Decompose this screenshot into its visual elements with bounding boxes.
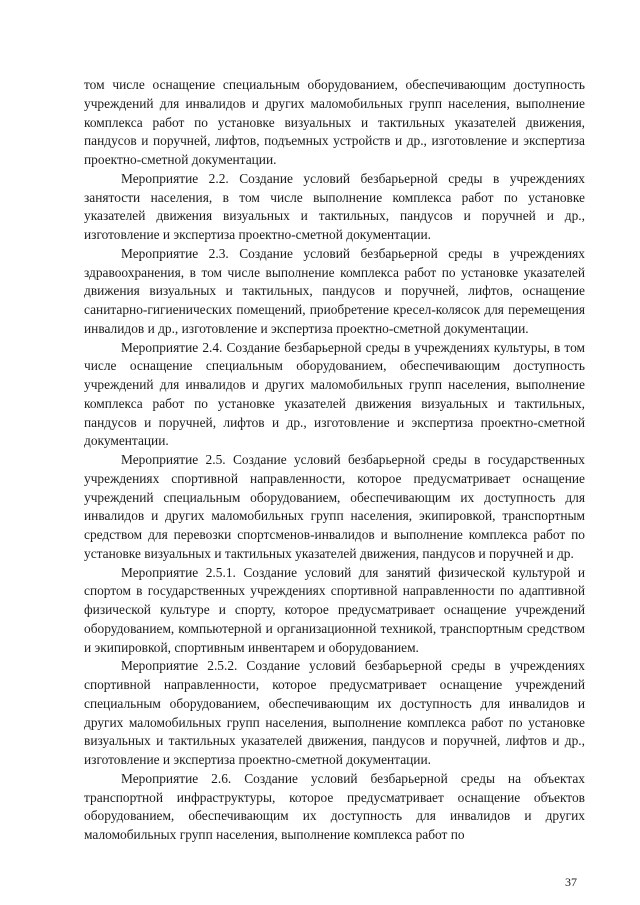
page-number: 37 <box>565 875 577 889</box>
paragraph-measure-2-5: Мероприятие 2.5. Создание условий безбарьерной среды в государственных учреждениях спортивной направленности, которое предусматривает оснащение учреждений специальным оборудованием, обеспечивающим их доступность для инвалидов и других маломобильных групп населения, экипировкой, транспортным средством для перевозки спортсменов-инвалидов и выполнение комплекса работ по установке визуальных и тактильных указателей движения, пандусов и поручней и др. <box>84 452 585 561</box>
paragraph-measure-2-2: Мероприятие 2.2. Создание условий безбарьерной среды в учреждениях занятости населения, в том числе выполнение комплекса работ по установке указателей движения визуальных и тактильных, пандусов и поручней и др., изготовление и экспертиза проектно-сметной документации. <box>84 170 585 242</box>
paragraph-measure-2-5-1: Мероприятие 2.5.1. Создание условий для занятий физической культурой и спортом в государственных учреждениях спортивной направленности по адаптивной физической культуре и спорту, которое предусматривает оснащение учреждений оборудованием, компьютерной и организационной техникой, транспортным средством и экипировкой, спортивным инвентарем и оборудованием. <box>84 564 585 655</box>
document-body <box>84 76 585 845</box>
paragraph-measure-2-3: Мероприятие 2.3. Создание условий безбарьерной среды в учреждениях здравоохранения, в том числе выполнение комплекса работ по установке указателей движения визуальных и тактильных, пандусов и поручней, лифтов, оснащение санитарно-гигиенических помещений, приобретение кресел-колясок для перемещения инвалидов и др., изготовление и экспертиза проектно-сметной документации. <box>84 245 585 336</box>
paragraph-measure-2-4: Мероприятие 2.4. Создание безбарьерной среды в учреждениях культуры, в том числе оснащение специальным оборудованием, обеспечивающим доступность учреждений для инвалидов и других маломобильных групп населения, выполнение комплекса работ по установке указателей движения визуальных и тактильных, пандусов и поручней, лифтов и др., изготовление и экспертиза проектно-сметной документации. <box>84 339 585 449</box>
paragraph-measure-2-6: Мероприятие 2.6. Создание условий безбарьерной среды на объектах транспортной инфраструктуры, которое предусматривает оснащение объектов оборудованием, обеспечивающим их доступность для инвалидов и других маломобильных групп населения, выполнение комплекса работ по <box>84 770 585 842</box>
paragraph-continuation: том числе оснащение специальным оборудованием, обеспечивающим доступность учреждений для инвалидов и других маломобильных групп населения, выполнение комплекса работ по установке визуальных и тактильных указателей движения, пандусов и поручней, лифтов, подъемных устройств и др., изготовление и экспертиза проектно-сметной документации. <box>84 77 585 167</box>
paragraph-measure-2-5-2: Мероприятие 2.5.2. Создание условий безбарьерной среды в учреждениях спортивной направленности, которое предусматривает оснащение учреждений специальным оборудованием, обеспечивающим их доступность для инвалидов и других маломобильных групп населения, выполнение комплекса работ по установке визуальных и тактильных указателей движения, пандусов и поручней, лифтов и др., изготовление и экспертиза проектно-сметной документации. <box>84 658 585 767</box>
